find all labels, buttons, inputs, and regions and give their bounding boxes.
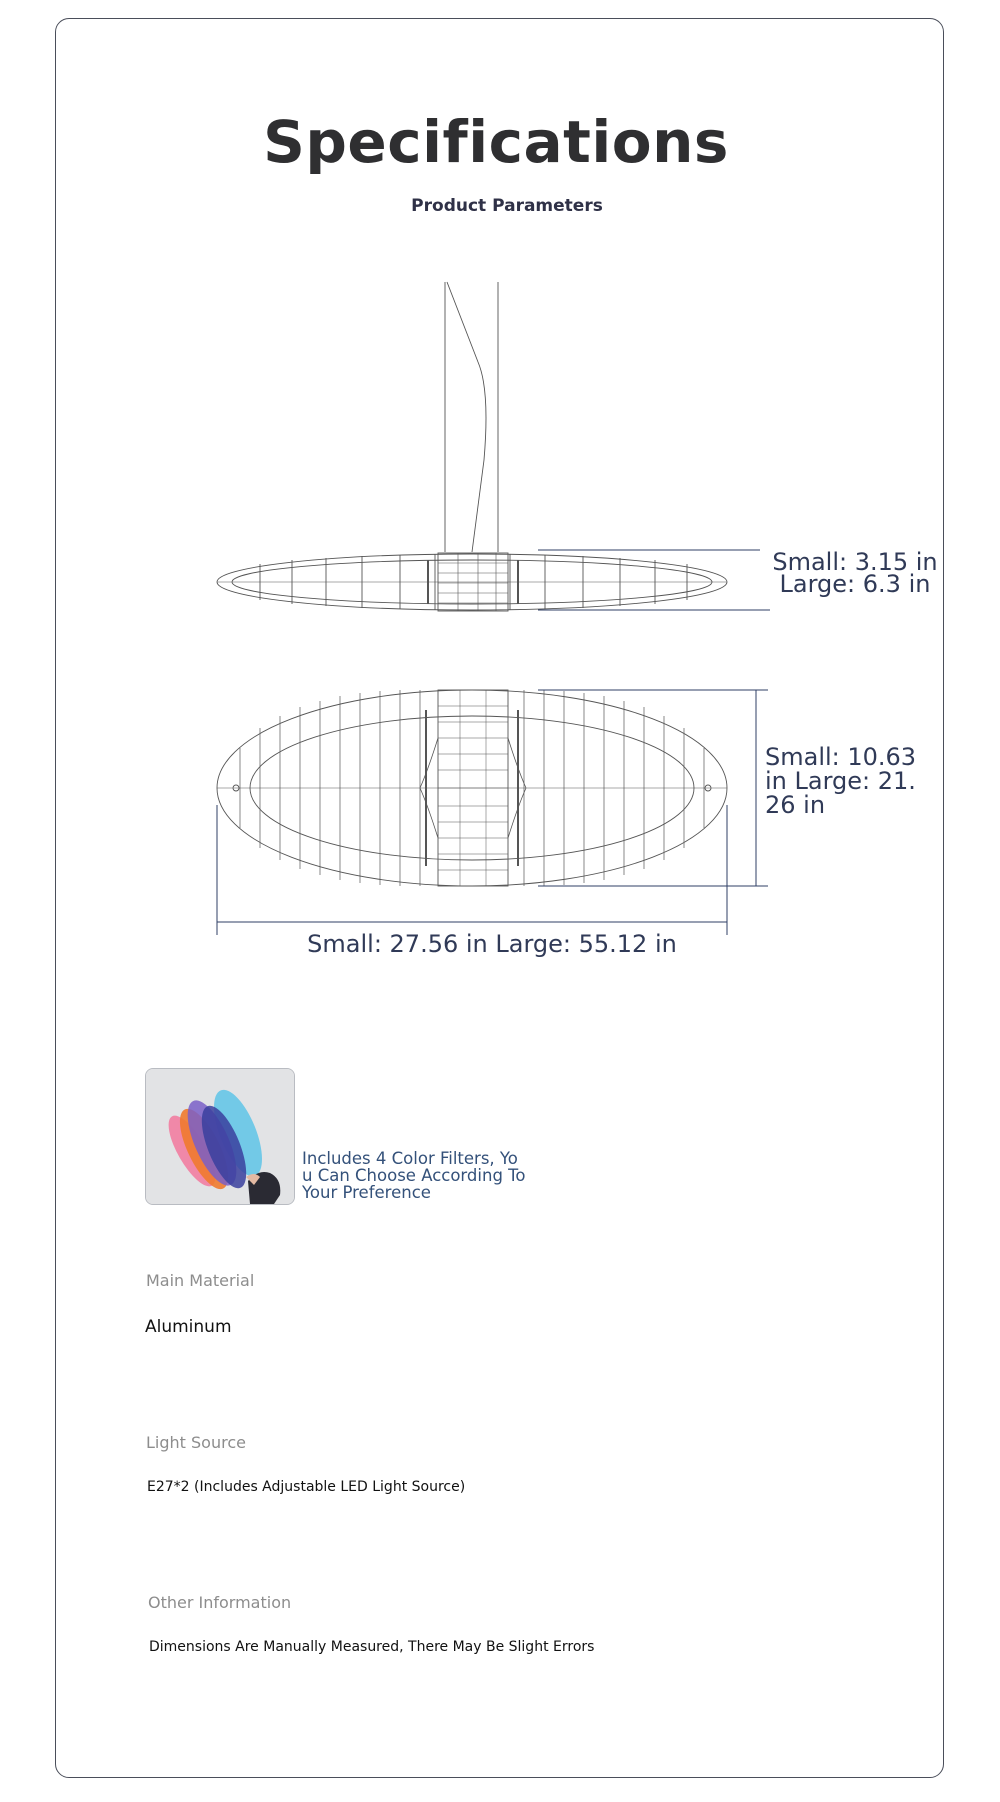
lamp-technical-drawing [200,270,780,950]
power-cord [447,282,486,552]
spec-value-light-source: E27*2 (Includes Adjustable LED Light Source) [147,1479,466,1495]
spec-label-light-source: Light Source [146,1433,246,1452]
height-large-label: Large: 6.3 in [779,570,931,598]
filter-caption: Includes 4 Color Filters, You Can Choose According To Your Preference [302,1149,526,1202]
spec-label-other-info: Other Information [148,1593,292,1612]
page-subtitle: Product Parameters [411,196,603,216]
spec-value-material: Aluminum [145,1317,232,1337]
depth-dimension-label: Small: 10.63 in Large: 21.26 in [765,743,917,819]
height-small-label: Small: 3.15 in [772,548,938,576]
color-filters-icon [146,1069,294,1204]
height-dimension-lines [538,550,770,610]
height-dimension-label [765,548,945,598]
spec-value-other-info: Dimensions Are Manually Measured, There May Be Slight Errors [149,1639,595,1655]
color-filters-photo [145,1068,295,1205]
page-title: Specifications [263,108,729,176]
width-dimension-label: Small: 27.56 in Large: 55.12 in [307,930,677,958]
spec-label-material: Main Material [146,1271,255,1290]
